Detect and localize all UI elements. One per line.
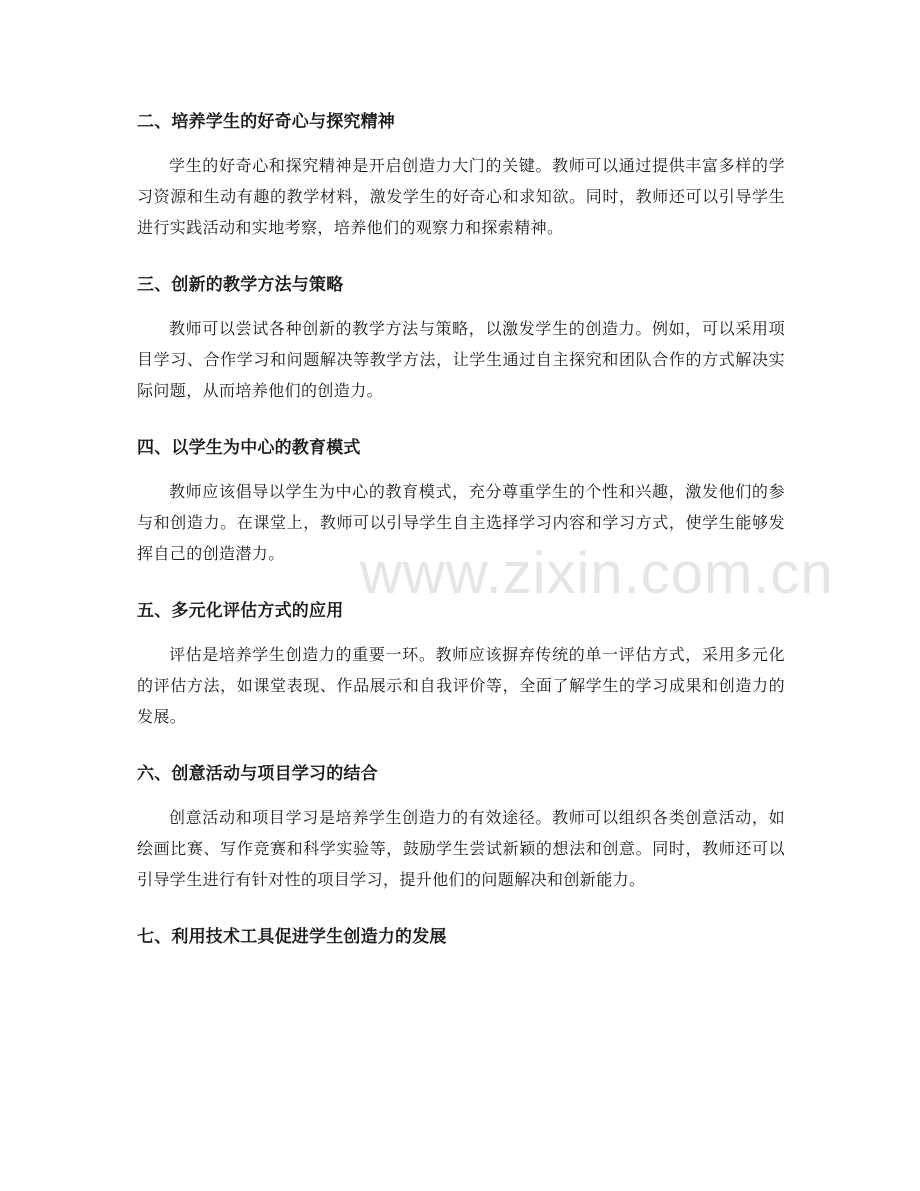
section-heading: 三、创新的教学方法与策略 — [137, 275, 344, 295]
section-paragraph: 教师可以尝试各种创新的教学方法与策略，以激发学生的创造力。例如，可以采用项目学习、合作学习和问题解决等教学方法，让学生通过自主探究和团队合作的方式解决实际问题，从而培养他们的创造力。 — [137, 319, 785, 400]
section-2 — [137, 108, 785, 243]
section-paragraph: 创意活动和项目学习是培养学生创造力的有效途径。教师可以组织各类创意活动，如绘画比赛、写作竞赛和科学实验等，鼓励学生尝试新颖的想法和创意。同时，教师还可以引导学生进行有针对性的项目学习，提升他们的问题解决和创新能力。 — [137, 808, 785, 889]
section-paragraph: 评估是培养学生创造力的重要一环。教师应该摒弃传统的单一评估方式，采用多元化的评估方法，如课堂表现、作品展示和自我评价等，全面了解学生的学习成果和创造力的发展。 — [137, 645, 785, 726]
section-heading: 五、多元化评估方式的应用 — [137, 601, 344, 621]
section-4 — [137, 434, 785, 569]
section-6 — [137, 760, 785, 895]
section-5 — [137, 597, 785, 732]
section-3 — [137, 271, 785, 406]
section-heading: 四、以学生为中心的教育模式 — [137, 438, 361, 458]
watermark: www.zixin.com.cn — [360, 541, 834, 606]
section-heading: 二、培养学生的好奇心与探究精神 — [137, 112, 395, 132]
document-body — [137, 108, 785, 979]
section-heading: 六、创意活动与项目学习的结合 — [137, 764, 378, 784]
section-heading: 七、利用技术工具促进学生创造力的发展 — [137, 927, 447, 947]
section-7 — [137, 923, 785, 951]
section-paragraph: 学生的好奇心和探究精神是开启创造力大门的关键。教师可以通过提供丰富多样的学习资源和生动有趣的教学材料，激发学生的好奇心和求知欲。同时，教师还可以引导学生进行实践活动和实地考察，培养他们的观察力和探索精神。 — [137, 156, 785, 237]
section-paragraph: 教师应该倡导以学生为中心的教育模式，充分尊重学生的个性和兴趣，激发他们的参与和创造力。在课堂上，教师可以引导学生自主选择学习内容和学习方式，使学生能够发挥自己的创造潜力。 — [137, 482, 785, 563]
